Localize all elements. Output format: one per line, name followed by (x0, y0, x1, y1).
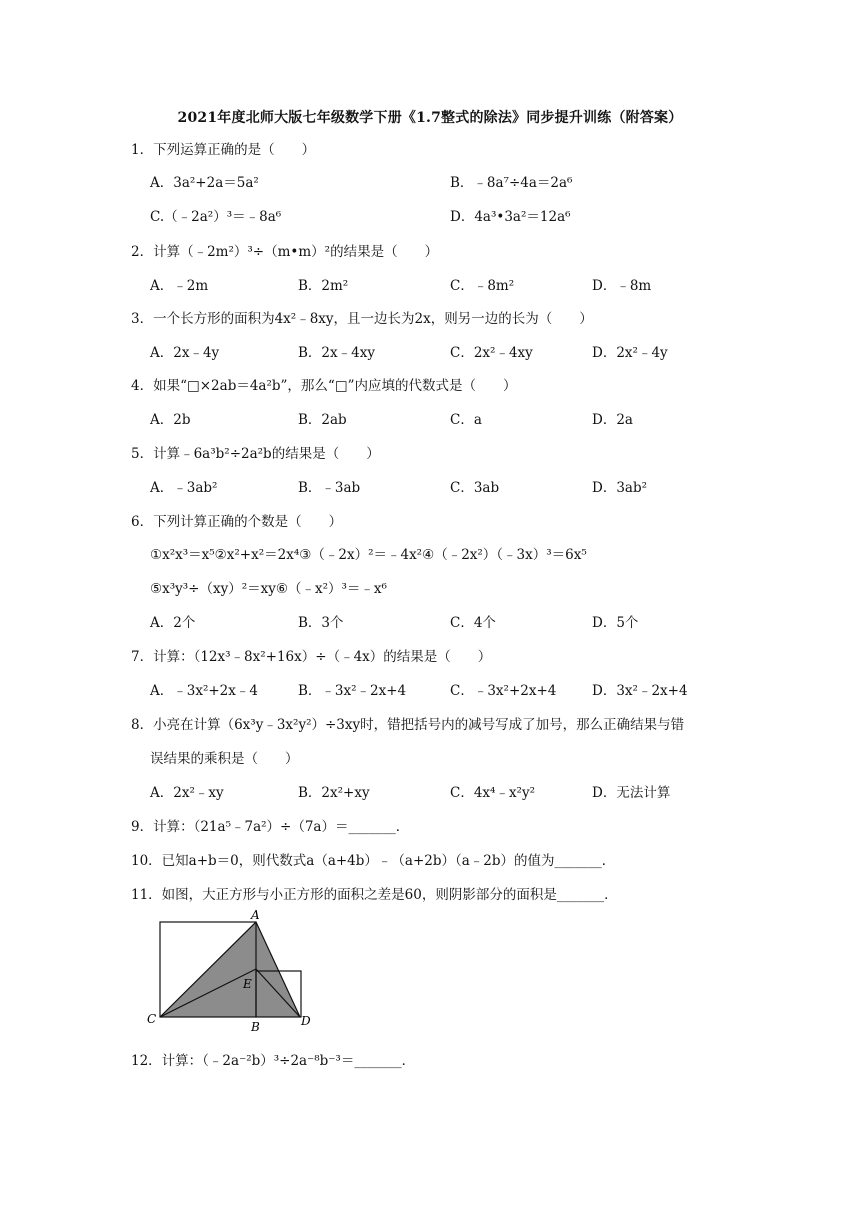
question-1: 1．下列运算正确的是（ ） (131, 142, 316, 158)
q2-option-b: B．2m² (298, 278, 349, 294)
q2-option-d: D．﹣8m (592, 278, 652, 294)
question-11: 11．如图，大正方形与小正方形的面积之差是60，则阴影部分的面积是_______． (131, 887, 618, 903)
q3-option-c: C．2x²﹣4xy (450, 345, 533, 361)
question-7: 7．计算：（12x³﹣8x²+16x）÷（﹣4x）的结果是（ ） (131, 649, 492, 665)
question-6: 6．下列计算正确的个数是（ ） (131, 514, 343, 530)
q7-option-d: D．3x²﹣2x+4 (592, 683, 688, 699)
q6-option-a: A．2个 (150, 615, 196, 631)
q8-option-b: B．2x²+xy (298, 785, 370, 801)
q4-option-d: D．2a (592, 412, 633, 428)
q1-option-a: A．3a²+2a＝5a² (150, 175, 259, 191)
question-8: 8．小亮在计算（6x³y﹣3x²y²）÷3xy时，错把括号内的减号写成了加号，那么正确结果与错 (131, 717, 685, 733)
q5-option-d: D．3ab² (592, 480, 648, 496)
question-9: 9．计算：（21a⁵﹣7a²）÷（7a）＝_______． (131, 819, 410, 835)
q5-option-c: C．3ab (450, 480, 500, 496)
label-d: D (301, 1014, 311, 1028)
q5-option-b: B．﹣3ab (298, 480, 361, 496)
q8-option-c: C．4x⁴﹣x²y² (450, 785, 536, 801)
page-title: 2021年度北师大版七年级数学下册《1.7整式的除法》同步提升训练（附答案） (177, 110, 683, 126)
q3-option-b: B．2x﹣4xy (298, 345, 375, 361)
q1-option-d: D．4a³•3a²＝12a⁶ (450, 209, 571, 225)
q6-statements-line-1: ①x²x³＝x⁵②x²+x²＝2x⁴③（﹣2x）²＝﹣4x²④（﹣2x²）（﹣3x）³＝6x⁵ (150, 547, 587, 563)
question-5: 5．计算﹣6a³b²÷2a²b的结果是（ ） (131, 446, 380, 462)
q8-option-d: D．无法计算 (592, 785, 671, 801)
q6-option-b: B．3个 (298, 615, 344, 631)
q4-option-b: B．2ab (298, 412, 347, 428)
label-b: B (251, 1020, 260, 1034)
q6-option-c: C．4个 (450, 615, 496, 631)
q7-option-a: A．﹣3x²+2x﹣4 (150, 683, 258, 699)
q7-option-b: B．﹣3x²﹣2x+4 (298, 683, 407, 699)
q3-option-d: D．2x²﹣4y (592, 345, 668, 361)
label-a: A (251, 908, 260, 922)
question-2: 2．计算（﹣2m²）³÷（m•m）²的结果是（ ） (131, 244, 439, 260)
question-4: 4．如果“□×2ab＝4a²b”，那么“□”内应填的代数式是（ ） (131, 378, 517, 394)
q2-option-c: C．﹣8m² (450, 278, 515, 294)
question-10: 10．已知a+b＝0，则代数式a（a+4b）﹣（a+2b）（a﹣2b）的值为_______． (131, 853, 616, 869)
label-c: C (147, 1012, 157, 1026)
question-8-continued: 误结果的乘积是（ ） (150, 751, 299, 767)
q2-option-a: A．﹣2m (150, 278, 209, 294)
question-12: 12．计算：（﹣2a⁻²b）³÷2a⁻⁸b⁻³＝_______． (131, 1053, 416, 1069)
question-3: 3．一个长方形的面积为4x²﹣8xy，且一边长为2x，则另一边的长为（ ） (131, 311, 593, 327)
q6-option-d: D．5个 (592, 615, 639, 631)
q7-option-c: C．﹣3x²+2x+4 (450, 683, 557, 699)
q4-option-c: C．a (450, 412, 482, 428)
q5-option-a: A．﹣3ab² (150, 480, 218, 496)
q8-option-a: A．2x²﹣xy (150, 785, 224, 801)
q3-option-a: A．2x﹣4y (150, 345, 220, 361)
q1-option-b: B．﹣8a⁷÷4a＝2a⁶ (450, 175, 573, 191)
label-e: E (243, 977, 252, 991)
q6-statements-line-2: ⑤x³y³÷（xy）²＝xy⑥（﹣x²）³＝﹣x⁶ (150, 581, 387, 597)
q1-option-c: C.（﹣2a²）³＝﹣8a⁶ (150, 209, 282, 225)
q4-option-a: A．2b (150, 412, 191, 428)
geometry-figure (145, 905, 325, 1035)
